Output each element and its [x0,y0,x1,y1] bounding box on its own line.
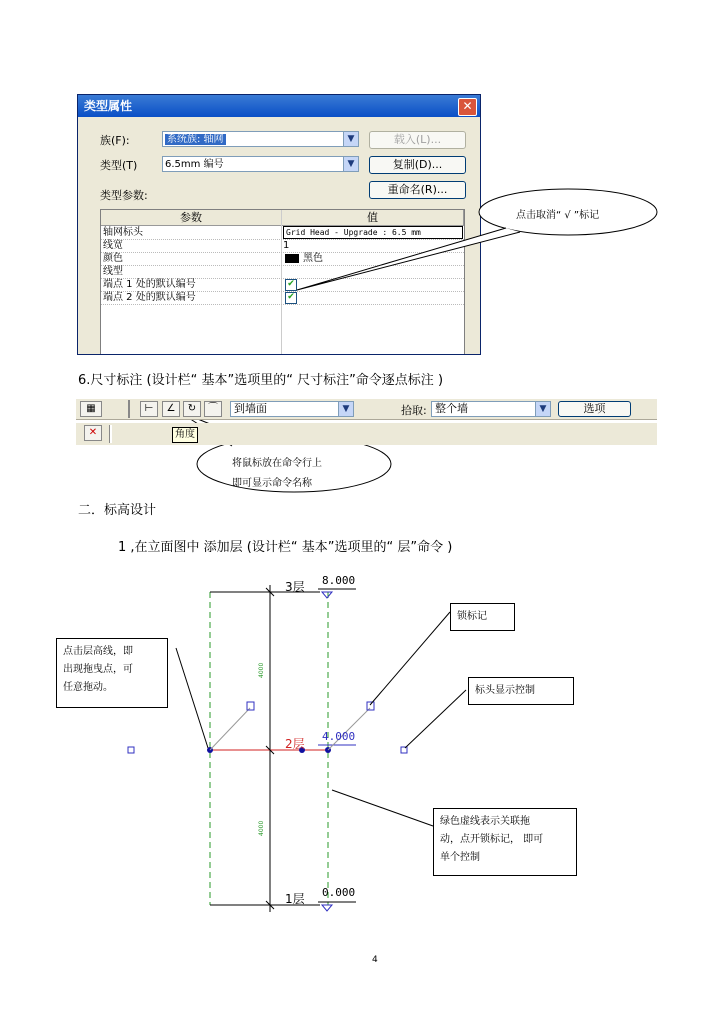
col-header-param: 参数 [101,210,282,226]
svg-text:4000: 4000 [258,662,265,678]
level-2-value: 4.000 [322,730,356,743]
tooltip: 角度 [172,427,198,443]
param-value[interactable]: 1 [283,240,290,251]
param-name: 颜色 [103,253,123,264]
rename-button[interactable]: 重命名(R)... [369,181,466,199]
param-name: 线宽 [103,240,123,251]
aligned-dimension-icon[interactable]: ⊢ [140,401,158,417]
level-1-value: 0.000 [322,886,356,899]
angular-dimension-icon[interactable]: ∠ [162,401,180,417]
type-params-label: 类型参数: [100,189,148,202]
type-label: 类型(T) [100,159,138,172]
pick-label: 拾取: [401,404,427,417]
family-value: 系统族: 轴网 [167,134,224,145]
note-green-line3: 单个控制 [440,852,480,863]
chevron-down-icon[interactable]: ▼ [343,132,358,146]
options-button[interactable]: 选项 [558,401,631,417]
note-green-dashed [433,808,577,876]
note-head-control: 标头显示控制 [468,677,574,705]
copy-button[interactable]: 复制(D)... [369,156,466,174]
param-value[interactable]: Grid Head - Upgrade : 6.5 mm [283,226,463,239]
param-name: 轴网标头 [103,227,143,238]
chevron-down-icon[interactable]: ▼ [535,402,550,416]
properties-icon[interactable]: ▦ [80,401,102,417]
reference-value: 到墙面 [234,402,267,415]
level-1-name: 1层 [285,892,305,906]
tooltip-callout-line2: 即可显示命令名称 [232,478,312,489]
level-2-name: 2层 [285,737,305,751]
type-value: 6.5mm 编号 [165,159,224,170]
chevron-down-icon[interactable]: ▼ [338,402,353,416]
note-lock: 锁标记 [450,603,515,631]
note-green-line1: 绿色虚线表示关联拖 [440,816,530,827]
close-icon[interactable]: ✕ [458,98,477,116]
end2-checkbox[interactable]: ✔ [285,292,297,304]
section-6-heading: 6.尺寸标注 (设计栏“ 基本”选项里的“ 尺寸标注”命令逐点标注 ) [78,373,444,388]
section-2-heading: 二．标高设计 [78,503,157,518]
note-drag [56,638,168,708]
param-name: 端点 1 处的默认编号 [103,279,196,290]
arc-length-icon[interactable]: ⌒ [204,401,222,417]
tooltip-callout-line1: 将鼠标放在命令行上 [232,458,322,469]
radial-dimension-icon[interactable]: ↻ [183,401,201,417]
svg-text:4000: 4000 [258,820,265,836]
param-value[interactable]: 黑色 [303,253,323,264]
note-drag-line1: 点击层高线，即 [63,646,133,657]
param-name: 线型 [103,266,123,277]
note-drag-line3: 任意拖动。 [63,682,113,693]
page-number: 4 [372,955,378,965]
family-label: 族(F): [100,134,130,147]
level-3-name: 3层 [285,580,305,594]
section-2-1-heading: 1 ,在立面图中 添加层 (设计栏“ 基本”选项里的“ 层”命令 ) [118,540,453,555]
cancel-icon[interactable]: ✕ [84,425,102,441]
pick-value: 整个墙 [435,402,468,415]
col-header-value: 值 [282,210,464,226]
level-3-value: 8.000 [322,574,356,587]
param-name: 端点 2 处的默认编号 [103,292,196,303]
dialog-title: 类型属性 [78,95,480,117]
end1-checkbox[interactable]: ✔ [285,279,297,291]
note-green-line2: 动，点开锁标记， 即可 [440,834,544,845]
load-button[interactable]: 载入(L)... [369,131,466,149]
chevron-down-icon[interactable]: ▼ [343,157,358,171]
note-drag-line2: 出现拖曳点，可 [63,664,133,675]
callout-uncheck-text: 点击取消“ √ ”标记 [516,210,600,221]
